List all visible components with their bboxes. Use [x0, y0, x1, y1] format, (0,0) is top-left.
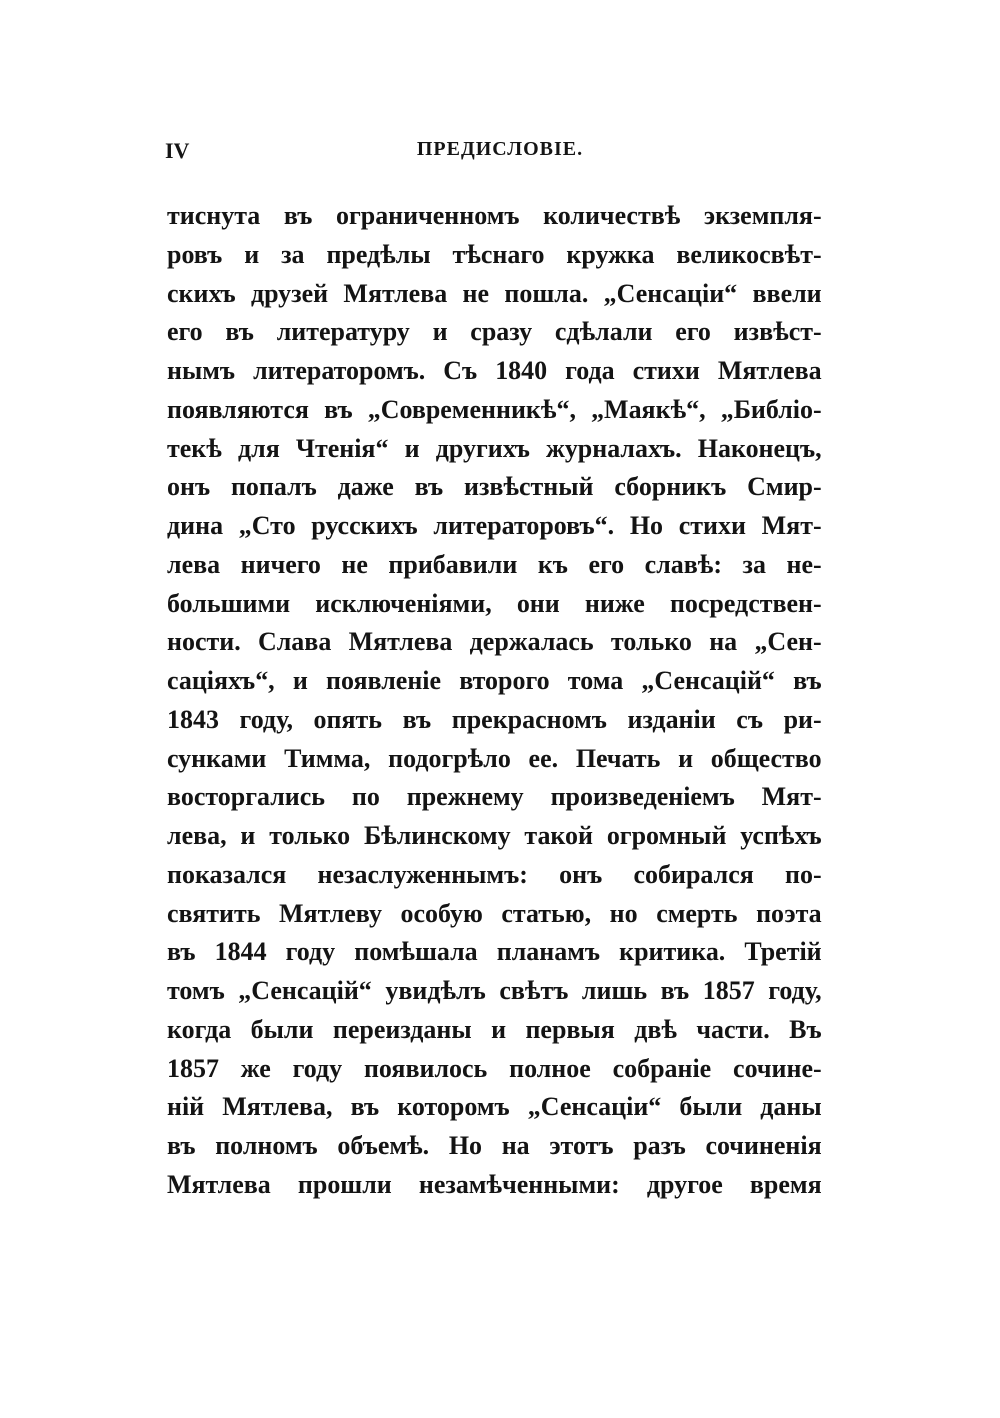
text-line: 1843 году, опять въ прекрасномъ изданіи съ ри-	[167, 703, 822, 734]
text-line: 1857 же году появилось полное собраніе сочине-	[167, 1052, 822, 1083]
text-line: ности. Слава Мятлева держалась только на „Сен-	[167, 626, 822, 657]
text-line: лева ничего не прибавили къ его славѣ: за не-	[167, 548, 822, 579]
text-line: саціяхъ“, и появленіе второго тома „Сенсацій“ въ	[167, 665, 822, 695]
text-line: показался незаслуженнымъ: онъ собирался по-	[167, 858, 822, 889]
running-head	[165, 138, 835, 172]
text-line: Мятлева прошли незамѣченными: другое время	[167, 1168, 822, 1199]
text-line: въ полномъ объемѣ. Но на этотъ разъ сочиненія	[167, 1130, 822, 1160]
text-line: текѣ для Чтенія“ и другихъ журналахъ. Наконецъ,	[167, 432, 822, 463]
text-line: дина „Сто русскихъ литераторовъ“. Но стихи Мят-	[167, 510, 822, 540]
text-line: нымъ литераторомъ. Съ 1840 года стихи Мятлева	[167, 355, 822, 385]
text-line: томъ „Сенсацій“ увидѣлъ свѣтъ лишь въ 1857 году,	[167, 975, 822, 1005]
text-line: его въ литературу и сразу сдѣлали его извѣст-	[167, 316, 822, 347]
text-line: ровъ и за предѣлы тѣснаго кружка великосвѣт-	[167, 238, 822, 269]
text-line: когда были переизданы и первыя двѣ части. Въ	[167, 1013, 822, 1044]
text-line: сунками Тимма, подогрѣло ее. Печать и общество	[167, 742, 822, 773]
text-line: онъ попалъ даже въ извѣстный сборникъ Смир-	[167, 471, 822, 502]
body-text	[167, 196, 835, 1204]
text-line: появляются въ „Современникѣ“, „Маякѣ“, „Библіо-	[167, 393, 822, 424]
text-line: восторгались по прежнему произведеніемъ Мят-	[167, 781, 822, 812]
text-line: въ 1844 году помѣшала планамъ критика. Третій	[167, 936, 822, 967]
text-line: большими исключеніями, они ниже посредствен-	[167, 587, 822, 618]
text-line: ній Мятлева, въ которомъ „Сенсаціи“ были даны	[167, 1091, 822, 1122]
page-number: IV	[165, 138, 190, 163]
text-line: тиснута въ ограниченномъ количествѣ экземпля-	[167, 200, 822, 230]
text-line: святить Мятлеву особую статью, но смерть поэта	[167, 897, 822, 928]
text-line: лева, и только Бѣлинскому такой огромный успѣхъ	[167, 820, 822, 850]
text-line: скихъ друзей Мятлева не пошла. „Сенсаціи“ ввели	[167, 277, 822, 308]
chapter-title: ПРЕДИСЛОВІЕ.	[416, 138, 584, 160]
